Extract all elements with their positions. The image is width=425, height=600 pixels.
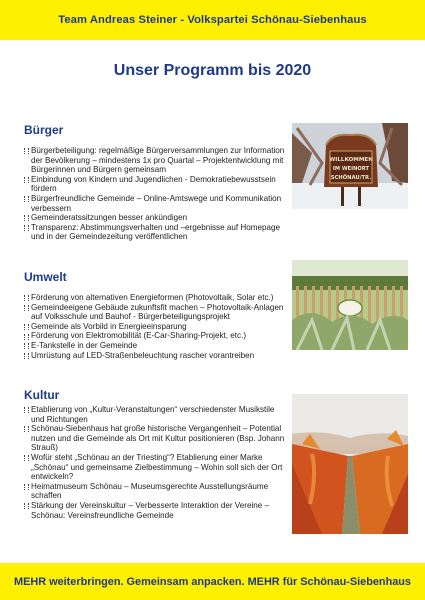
section-heading-kultur: Kultur [24, 388, 60, 402]
list-item: Schönau-Siebenhaus hat große historische Vergangenheit – Potential nutzen und die Gemeinde als Ort mit Kultur positionieren (Bsp. Johann Strauß) [24, 424, 286, 453]
list-kultur [24, 405, 286, 520]
list-item: Wofür steht „Schönau an der Triesting“? Etablierung einer Marke „Schönau“ und gemeinsame Zielbestimmung – Wohin soll sich der Ort entwickeln? [24, 453, 286, 482]
sign-line-3: SCHÖNAU/TR. [330, 175, 372, 181]
photo-vineyard-autumn [292, 394, 408, 534]
photo-garden-fence [292, 260, 408, 350]
list-item: Transparenz: Abstimmungsverhalten und –ergebnisse auf Homepage und in der Gemeindezeitung veröffentlichen [24, 223, 286, 242]
list-item: E-Tankstelle in der Gemeinde [24, 341, 286, 351]
sign-line-2: IM WEINORT [332, 166, 370, 172]
list-item: Einbindung von Kindern und Jugendlichen - Demokratiebewusstsein fördern [24, 175, 286, 194]
section-heading-buerger: Bürger [24, 123, 64, 137]
section-heading-umwelt: Umwelt [24, 270, 67, 284]
sign-line-1: WILLKOMMEN [329, 157, 373, 163]
list-item: Gemeindeeigene Gebäude zukunftsfit machen – Photovoltaik-Anlagen auf Volksschule und Bauhof - Bürgerbeteiligungsprojekt [24, 303, 286, 322]
header-text: Team Andreas Steiner - Volkspartei Schönau-Siebenhaus [58, 14, 367, 26]
footer-text: MEHR weiterbringen. Gemeinsam anpacken. MEHR für Schönau-Siebenhaus [14, 575, 411, 588]
page-title: Unser Programm bis 2020 [113, 62, 312, 79]
footer-band [0, 563, 425, 600]
list-item: Gemeinde als Vorbild in Energieeinsparung [24, 322, 286, 332]
photo-welcome-sign [292, 123, 408, 209]
list-item: Stärkung der Vereinskultur – Verbesserte Interaktion der Vereine – Schönau: Vereinsfreundliche Gemeinde [24, 501, 286, 520]
list-item: Förderung von alternativen Energieformen (Photovoltaik, Solar etc.) [24, 293, 286, 303]
header-band [0, 0, 425, 40]
list-item: Heimatmuseum Schönau – Museumsgerechte Ausstellungsräume schaffen [24, 482, 286, 501]
list-item: Förderung von Elektromobilität (E-Car-Sharing-Projekt, etc.) [24, 331, 286, 341]
list-item: Etablierung von „Kultur-Veranstaltungen“ verschiedenster Musikstile und Richtungen [24, 405, 286, 424]
list-item: Gemeinderatssitzungen besser ankündigen [24, 213, 286, 223]
list-item: Bürgerbeteiligung: regelmäßige Bürgerversammlungen zur Information der Bevölkerung – mindestens 1x pro Quartal – Projektentwicklung mit Bürgerinnen und Bürgern gemeinsam [24, 146, 286, 175]
list-item: Umrüstung auf LED-Straßenbeleuchtung rascher vorantreiben [24, 351, 286, 361]
list-item: Bürgerfreundliche Gemeinde – Online-Amtswege und Kommunikation verbessern [24, 194, 286, 213]
list-umwelt [24, 293, 286, 360]
list-buerger [24, 146, 286, 242]
